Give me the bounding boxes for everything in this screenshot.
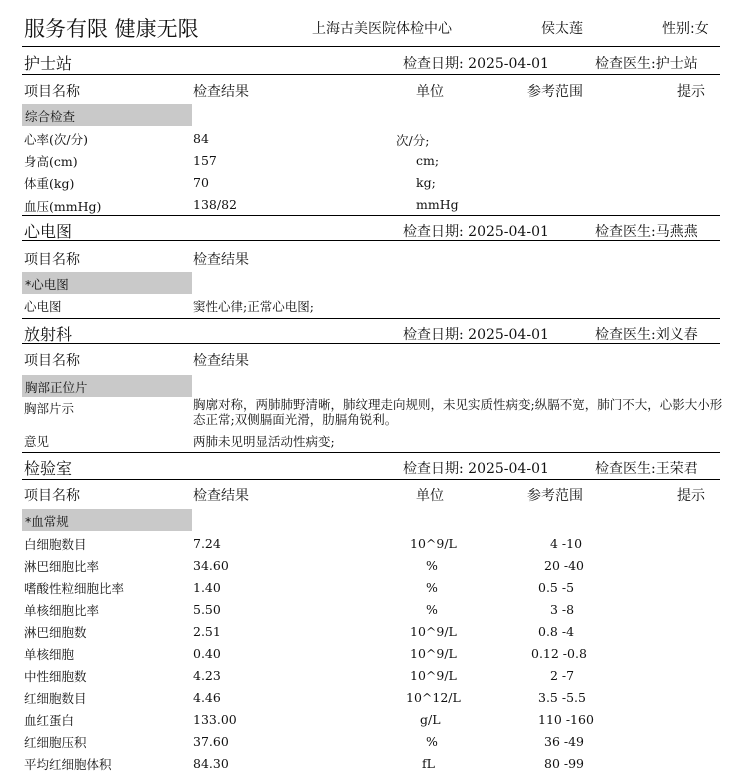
section-title-nurse: 护士站: [24, 54, 73, 73]
patient-gender: 性别:女: [662, 21, 709, 37]
table-row-unit: kg;: [416, 175, 436, 190]
table-row-range: 0.8 -4: [538, 624, 575, 639]
table-row-name: 胸部片示: [24, 401, 75, 416]
table-row-unit: %: [426, 580, 438, 595]
table-row-result: 窦性心律;正常心电图;: [193, 299, 314, 314]
table-row-result: 37.60: [193, 734, 229, 749]
table-row-name: 白细胞数目: [24, 537, 87, 552]
table-row-name: 中性细胞数: [24, 669, 87, 684]
col-header-name: 项目名称: [24, 84, 80, 100]
table-row-range: 2 -7: [550, 668, 575, 683]
col-header-range: 参考范围: [527, 488, 583, 504]
col-header-range: 参考范围: [527, 84, 583, 100]
table-row-range: 0.5 -5: [538, 580, 575, 595]
table-row-name: 单核细胞: [24, 647, 75, 662]
section-divider: [22, 215, 720, 216]
table-row-range: 36 -49: [544, 734, 585, 749]
group-label: 胸部正位片: [22, 375, 192, 397]
table-row-result: 7.24: [193, 536, 221, 551]
table-row-range: 110 -160: [538, 712, 594, 727]
table-row-unit: 10^12/L: [406, 690, 461, 705]
ecg-exam-date: 检查日期: 2025-04-01: [403, 224, 549, 240]
section-title-lab: 检验室: [24, 459, 73, 478]
table-row-range: 4 -10: [550, 536, 583, 551]
col-header-name: 项目名称: [24, 353, 80, 369]
table-row-result: 0.40: [193, 646, 221, 661]
table-row-result: 胸廓对称，两肺肺野清晰，肺纹理走向规则，未见实质性病变;纵膈不宽，肺门不大，心影大小形态正常;双侧膈面光滑，肋膈角锐利。: [193, 397, 723, 427]
table-row-name: 红细胞压积: [24, 735, 87, 750]
col-header-result: 检查结果: [193, 252, 249, 268]
table-row-result: 84: [193, 131, 209, 146]
table-row-unit: %: [426, 558, 438, 573]
patient-name: 侯太莲: [541, 21, 583, 37]
table-row-name: 淋巴细胞数: [24, 625, 87, 640]
group-label: 综合检查: [22, 104, 192, 126]
table-row-result: 5.50: [193, 602, 221, 617]
section-divider: [22, 240, 720, 241]
section-divider: [22, 452, 720, 453]
nurse-exam-doctor: 检查医生:护士站: [595, 56, 698, 72]
radiology-exam-doctor: 检查医生:刘义春: [595, 327, 698, 343]
col-header-hint: 提示: [677, 84, 705, 100]
col-header-result: 检查结果: [193, 488, 249, 504]
table-row-name: 体重(kg): [24, 176, 75, 191]
ecg-exam-doctor: 检查医生:马燕燕: [595, 224, 698, 240]
table-row-unit: 10^9/L: [410, 646, 457, 661]
section-divider: [22, 74, 720, 75]
table-row-unit: mmHg: [416, 197, 459, 212]
table-row-result: 138/82: [193, 197, 237, 212]
table-row-unit: 次/分;: [396, 133, 430, 148]
report-slogan: 服务有限 健康无限: [24, 17, 199, 41]
table-row-name: 身高(cm): [24, 154, 78, 169]
table-row-unit: g/L: [420, 712, 441, 727]
section-divider: [22, 46, 720, 47]
table-row-unit: %: [426, 602, 438, 617]
section-title-radiology: 放射科: [24, 325, 73, 344]
table-row-unit: %: [426, 734, 438, 749]
table-row-unit: 10^9/L: [410, 624, 457, 639]
table-row-result: 1.40: [193, 580, 221, 595]
col-header-hint: 提示: [677, 488, 705, 504]
table-row-range: 80 -99: [544, 756, 585, 771]
table-row-name: 单核细胞比率: [24, 603, 100, 618]
lab-exam-doctor: 检查医生:王荣君: [595, 461, 698, 477]
table-row-unit: fL: [422, 756, 435, 771]
group-label: *心电图: [22, 272, 192, 294]
table-row-name: 意见: [24, 434, 50, 449]
table-row-unit: 10^9/L: [410, 536, 457, 551]
section-divider: [22, 343, 720, 344]
table-row-name: 血压(mmHg): [24, 199, 102, 214]
table-row-unit: cm;: [416, 153, 440, 168]
table-row-name: 血红蛋白: [24, 713, 75, 728]
table-row-result: 34.60: [193, 558, 229, 573]
section-divider: [22, 318, 720, 319]
group-label: *血常规: [22, 509, 192, 531]
table-row-result: 4.46: [193, 690, 221, 705]
nurse-exam-date: 检查日期: 2025-04-01: [403, 56, 549, 72]
table-row-name: 嗜酸性粒细胞比率: [24, 581, 125, 596]
table-row-range: 3 -8: [550, 602, 575, 617]
table-row-name: 心率(次/分): [24, 132, 88, 147]
table-row-result: 2.51: [193, 624, 221, 639]
table-row-range: 3.5 -5.5: [538, 690, 586, 705]
table-row-result: 133.00: [193, 712, 237, 727]
section-divider: [22, 479, 720, 480]
table-row-name: 平均红细胞体积: [24, 757, 112, 772]
table-row-range: 0.12 -0.8: [531, 646, 587, 661]
col-header-result: 检查结果: [193, 84, 249, 100]
table-row-result: 70: [193, 175, 209, 190]
table-row-result: 84.30: [193, 756, 229, 771]
section-title-ecg: 心电图: [24, 222, 73, 241]
table-row-result: 4.23: [193, 668, 221, 683]
table-row-range: 20 -40: [544, 558, 585, 573]
table-row-result: 两肺未见明显活动性病变;: [193, 434, 335, 449]
hospital-name: 上海古美医院体检中心: [312, 21, 452, 37]
table-row-name: 红细胞数目: [24, 691, 87, 706]
col-header-unit: 单位: [416, 488, 444, 504]
col-header-result: 检查结果: [193, 353, 249, 369]
table-row-result: 157: [193, 153, 217, 168]
radiology-exam-date: 检查日期: 2025-04-01: [403, 327, 549, 343]
col-header-name: 项目名称: [24, 252, 80, 268]
col-header-name: 项目名称: [24, 488, 80, 504]
col-header-unit: 单位: [416, 84, 444, 100]
table-row-name: 心电图: [24, 299, 62, 314]
table-row-unit: 10^9/L: [410, 668, 457, 683]
lab-exam-date: 检查日期: 2025-04-01: [403, 461, 549, 477]
table-row-name: 淋巴细胞比率: [24, 559, 100, 574]
